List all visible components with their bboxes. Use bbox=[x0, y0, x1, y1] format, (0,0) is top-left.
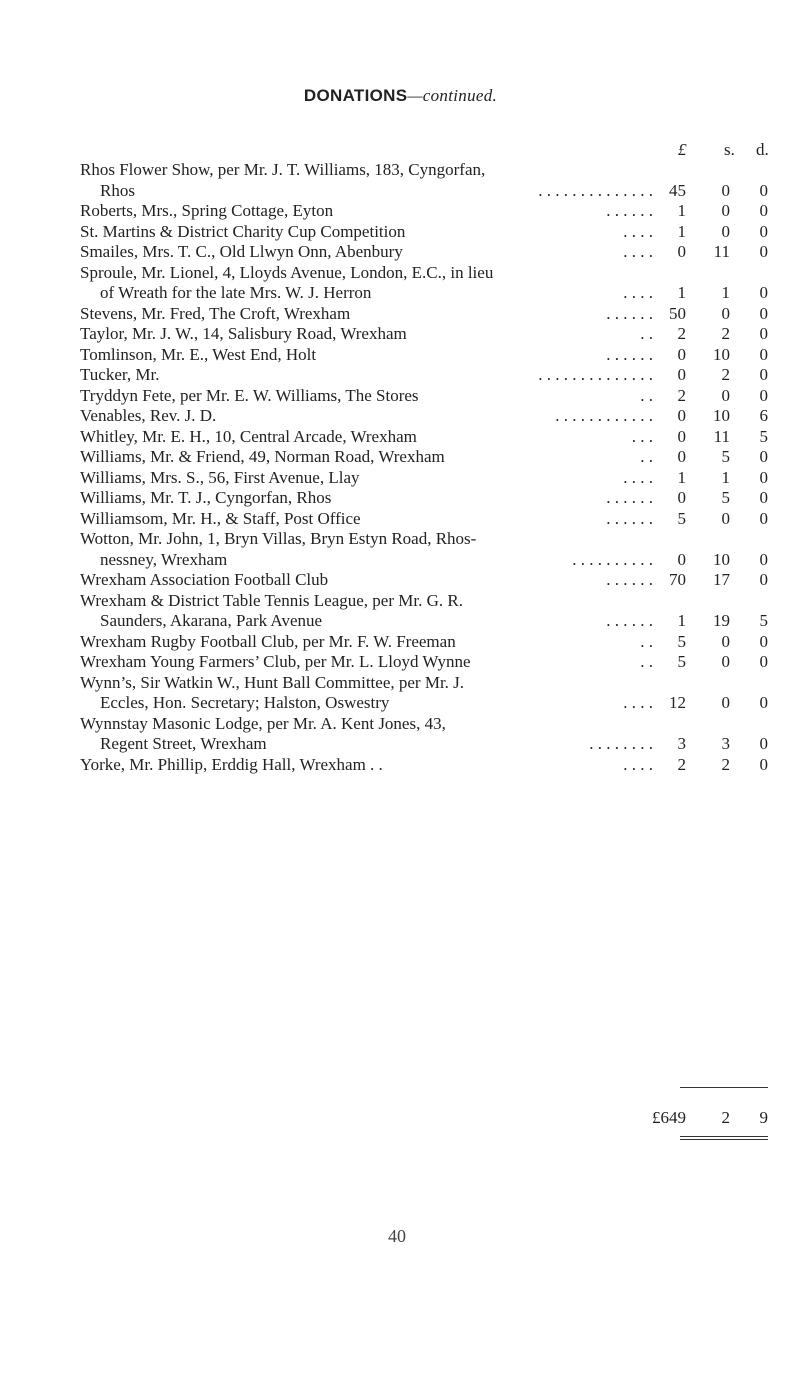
total-pounds: £649 bbox=[652, 1108, 686, 1127]
total-rule-bottom-double bbox=[680, 1139, 768, 1140]
amount-pence: 0 bbox=[759, 242, 768, 261]
dot-leader: . . . . bbox=[623, 221, 653, 241]
amount-pounds: 5 bbox=[677, 652, 686, 671]
dot-leader: . . . . . . . . . . . . bbox=[555, 406, 653, 425]
donor-name: Smailes, Mrs. T. C., Old Llwyn Onn, Abenbury bbox=[80, 242, 403, 261]
dot-leader: . . bbox=[640, 652, 653, 671]
total-row bbox=[0, 1108, 801, 1128]
donor-name: St. Martins & District Charity Cup Competition bbox=[80, 221, 406, 241]
amount-shillings: 10 bbox=[713, 549, 730, 569]
amount-shillings: 1 bbox=[721, 283, 730, 302]
dot-leader: . . . bbox=[631, 426, 653, 446]
amount-pounds: 12 bbox=[669, 693, 686, 712]
page-heading bbox=[0, 86, 801, 106]
amount-shillings: 0 bbox=[721, 693, 730, 712]
donor-name: Wynn’s, Sir Watkin W., Hunt Ball Committee, per Mr. J. bbox=[80, 672, 465, 692]
table-row bbox=[0, 632, 801, 652]
dot-leader: . . . . . . bbox=[606, 201, 653, 220]
amount-shillings: 19 bbox=[713, 611, 730, 630]
total-pence: 9 bbox=[759, 1108, 768, 1127]
amount-pence: 0 bbox=[759, 734, 768, 753]
amount-shillings: 0 bbox=[721, 508, 730, 528]
amount-pounds: 0 bbox=[677, 365, 686, 384]
amount-pounds: 0 bbox=[677, 242, 686, 261]
donor-name: Williams, Mr. T. J., Cyngorfan, Rhos bbox=[80, 488, 332, 507]
table-row bbox=[0, 488, 801, 508]
amount-pence: 0 bbox=[759, 201, 768, 220]
table-row bbox=[0, 324, 801, 344]
amount-pounds: 1 bbox=[677, 221, 686, 241]
table-row bbox=[0, 714, 801, 734]
amount-pence: 0 bbox=[759, 693, 768, 712]
donor-name: Taylor, Mr. J. W., 14, Salisbury Road, Wrexham bbox=[80, 324, 407, 343]
donor-name: Tryddyn Fete, per Mr. E. W. Williams, The Stores bbox=[80, 385, 419, 405]
table-row bbox=[0, 304, 801, 324]
amount-pence: 5 bbox=[759, 611, 768, 630]
donor-name: Yorke, Mr. Phillip, Erddig Hall, Wrexham . . bbox=[80, 754, 383, 774]
donor-name: Rhos Flower Show, per Mr. J. T. Williams, 183, Cyngorfan, bbox=[80, 160, 486, 179]
table-row-continuation bbox=[0, 550, 801, 570]
donor-name-continued: Eccles, Hon. Secretary; Halston, Oswestry bbox=[100, 693, 390, 712]
amount-pence: 0 bbox=[759, 344, 768, 364]
amount-shillings: 0 bbox=[721, 652, 730, 671]
dot-leader: . . . . . . bbox=[606, 611, 653, 630]
amount-pence: 5 bbox=[759, 426, 768, 446]
donor-name: Wrexham Young Farmers’ Club, per Mr. L. Lloyd Wynne bbox=[80, 652, 471, 671]
amount-shillings: 2 bbox=[721, 365, 730, 384]
column-header-pounds: £ bbox=[678, 140, 687, 159]
amount-pounds: 2 bbox=[677, 754, 686, 774]
page-number: 40 bbox=[388, 1226, 406, 1246]
dot-leader: . . . . . . bbox=[606, 570, 653, 589]
amount-pounds: 45 bbox=[669, 180, 686, 200]
amount-pounds: 2 bbox=[677, 324, 686, 343]
dot-leader: . . . . bbox=[623, 242, 653, 261]
table-row bbox=[0, 427, 801, 447]
amount-pence: 0 bbox=[759, 754, 768, 774]
amount-pence: 0 bbox=[759, 508, 768, 528]
table-row-continuation bbox=[0, 283, 801, 303]
amount-pounds: 3 bbox=[677, 734, 686, 753]
donor-name: Williamsom, Mr. H., & Staff, Post Office bbox=[80, 508, 361, 528]
table-row bbox=[0, 201, 801, 221]
donor-name: Roberts, Mrs., Spring Cottage, Eyton bbox=[80, 201, 334, 220]
table-row bbox=[0, 468, 801, 488]
amount-pence: 0 bbox=[759, 385, 768, 405]
amount-pence: 0 bbox=[759, 303, 768, 323]
donor-name: Wrexham & District Table Tennis League, per Mr. G. R. bbox=[80, 590, 463, 610]
table-row bbox=[0, 529, 801, 549]
heading-continued: —continued. bbox=[407, 86, 498, 105]
table-row bbox=[0, 365, 801, 385]
dot-leader: . . bbox=[640, 631, 653, 651]
amount-pounds: 1 bbox=[677, 201, 686, 220]
amount-shillings: 11 bbox=[713, 426, 730, 446]
amount-shillings: 10 bbox=[713, 344, 730, 364]
amount-pounds: 0 bbox=[677, 447, 686, 466]
table-row bbox=[0, 263, 801, 283]
table-row bbox=[0, 591, 801, 611]
table-row bbox=[0, 755, 801, 775]
dot-leader: . . bbox=[640, 324, 653, 343]
amount-shillings: 5 bbox=[721, 488, 730, 507]
table-row bbox=[0, 447, 801, 467]
amount-pounds: 2 bbox=[677, 385, 686, 405]
amount-shillings: 3 bbox=[721, 734, 730, 753]
dot-leader: . . bbox=[640, 385, 653, 405]
amount-shillings: 10 bbox=[713, 406, 730, 425]
table-row-continuation bbox=[0, 734, 801, 754]
amount-pence: 0 bbox=[759, 365, 768, 384]
total-shillings: 2 bbox=[721, 1108, 730, 1127]
table-row bbox=[0, 242, 801, 262]
donor-name-continued: of Wreath for the late Mrs. W. J. Herron bbox=[100, 283, 372, 302]
amount-shillings: 1 bbox=[721, 467, 730, 487]
amount-shillings: 0 bbox=[721, 201, 730, 220]
amount-pounds: 1 bbox=[677, 283, 686, 302]
table-row bbox=[0, 406, 801, 426]
donor-name: Wrexham Rugby Football Club, per Mr. F. W. Freeman bbox=[80, 631, 456, 651]
amount-pence: 0 bbox=[759, 488, 768, 507]
amount-pence: 0 bbox=[759, 180, 768, 200]
table-row bbox=[0, 673, 801, 693]
amount-pounds: 5 bbox=[677, 508, 686, 528]
table-row bbox=[0, 652, 801, 672]
amount-pounds: 1 bbox=[677, 611, 686, 630]
dot-leader: . . . . . . bbox=[606, 303, 653, 323]
donor-name: Wotton, Mr. John, 1, Bryn Villas, Bryn Estyn Road, Rhos- bbox=[80, 529, 477, 548]
amount-pence: 0 bbox=[759, 570, 768, 589]
dot-leader: . . . . . . . . . . . . . . bbox=[538, 180, 653, 200]
amount-pence: 0 bbox=[759, 631, 768, 651]
donor-name: Williams, Mrs. S., 56, First Avenue, Llay bbox=[80, 467, 360, 487]
amount-pounds: 0 bbox=[677, 549, 686, 569]
amount-pence: 6 bbox=[759, 406, 768, 425]
donor-name: Sproule, Mr. Lionel, 4, Lloyds Avenue, London, E.C., in lieu bbox=[80, 262, 494, 282]
amount-pounds: 70 bbox=[669, 570, 686, 589]
donor-name: Wrexham Association Football Club bbox=[80, 570, 329, 589]
table-row-continuation bbox=[0, 693, 801, 713]
amount-pence: 0 bbox=[759, 221, 768, 241]
dot-leader: . . . . . . bbox=[606, 508, 653, 528]
amount-shillings: 11 bbox=[713, 242, 730, 261]
dot-leader: . . . . bbox=[623, 467, 653, 487]
total-rule-bottom bbox=[680, 1136, 768, 1137]
amount-shillings: 2 bbox=[721, 324, 730, 343]
dot-leader: . . bbox=[640, 447, 653, 466]
donor-name: Tucker, Mr. bbox=[80, 365, 160, 384]
donor-name-continued: nessney, Wrexham bbox=[100, 549, 228, 569]
amount-pence: 0 bbox=[759, 549, 768, 569]
dot-leader: . . . . bbox=[623, 693, 653, 712]
table-row bbox=[0, 570, 801, 590]
donor-name: Williams, Mr. & Friend, 49, Norman Road, Wrexham bbox=[80, 447, 445, 466]
amount-pence: 0 bbox=[759, 324, 768, 343]
amount-pounds: 5 bbox=[677, 631, 686, 651]
amount-pence: 0 bbox=[759, 652, 768, 671]
table-row-continuation bbox=[0, 181, 801, 201]
amount-pence: 0 bbox=[759, 447, 768, 466]
amount-shillings: 0 bbox=[721, 385, 730, 405]
table-row bbox=[0, 509, 801, 529]
donor-name-continued: Saunders, Akarana, Park Avenue bbox=[100, 611, 323, 630]
amount-shillings: 5 bbox=[721, 447, 730, 466]
column-header-shillings: s. bbox=[724, 140, 735, 159]
amount-shillings: 2 bbox=[721, 754, 730, 774]
amount-pence: 0 bbox=[759, 283, 768, 302]
table-row bbox=[0, 222, 801, 242]
amount-pounds: 0 bbox=[677, 488, 686, 507]
donor-name: Whitley, Mr. E. H., 10, Central Arcade, Wrexham bbox=[80, 426, 417, 446]
amount-shillings: 0 bbox=[721, 303, 730, 323]
dot-leader: . . . . . . . . bbox=[589, 734, 653, 753]
amount-shillings: 17 bbox=[713, 570, 730, 589]
dot-leader: . . . . . . . . . . . . . . bbox=[538, 365, 653, 384]
table-row bbox=[0, 345, 801, 365]
donor-name-continued: Regent Street, Wrexham bbox=[100, 734, 267, 753]
total-rule-top bbox=[680, 1087, 768, 1088]
table-row bbox=[0, 160, 801, 180]
dot-leader: . . . . . . bbox=[606, 344, 653, 364]
donor-name: Stevens, Mr. Fred, The Croft, Wrexham bbox=[80, 303, 351, 323]
column-header-pence: d. bbox=[756, 140, 769, 159]
donor-name: Tomlinson, Mr. E., West End, Holt bbox=[80, 344, 317, 364]
amount-pounds: 0 bbox=[677, 426, 686, 446]
dot-leader: . . . . . . bbox=[606, 488, 653, 507]
amount-shillings: 0 bbox=[721, 180, 730, 200]
amount-pounds: 0 bbox=[677, 406, 686, 425]
dot-leader: . . . . bbox=[623, 283, 653, 302]
table-row-continuation bbox=[0, 611, 801, 631]
donor-name: Venables, Rev. J. D. bbox=[80, 406, 217, 425]
amount-pounds: 1 bbox=[677, 467, 686, 487]
donor-name-continued: Rhos bbox=[100, 180, 135, 200]
amount-shillings: 0 bbox=[721, 631, 730, 651]
heading-title: DONATIONS bbox=[303, 86, 408, 105]
amount-pounds: 0 bbox=[677, 344, 686, 364]
amount-pence: 0 bbox=[759, 467, 768, 487]
amount-pounds: 50 bbox=[669, 303, 686, 323]
dot-leader: . . . . bbox=[623, 754, 653, 774]
donor-name: Wynnstay Masonic Lodge, per Mr. A. Kent Jones, 43, bbox=[80, 713, 446, 733]
table-row bbox=[0, 386, 801, 406]
amount-shillings: 0 bbox=[721, 221, 730, 241]
dot-leader: . . . . . . . . . . bbox=[572, 549, 653, 569]
